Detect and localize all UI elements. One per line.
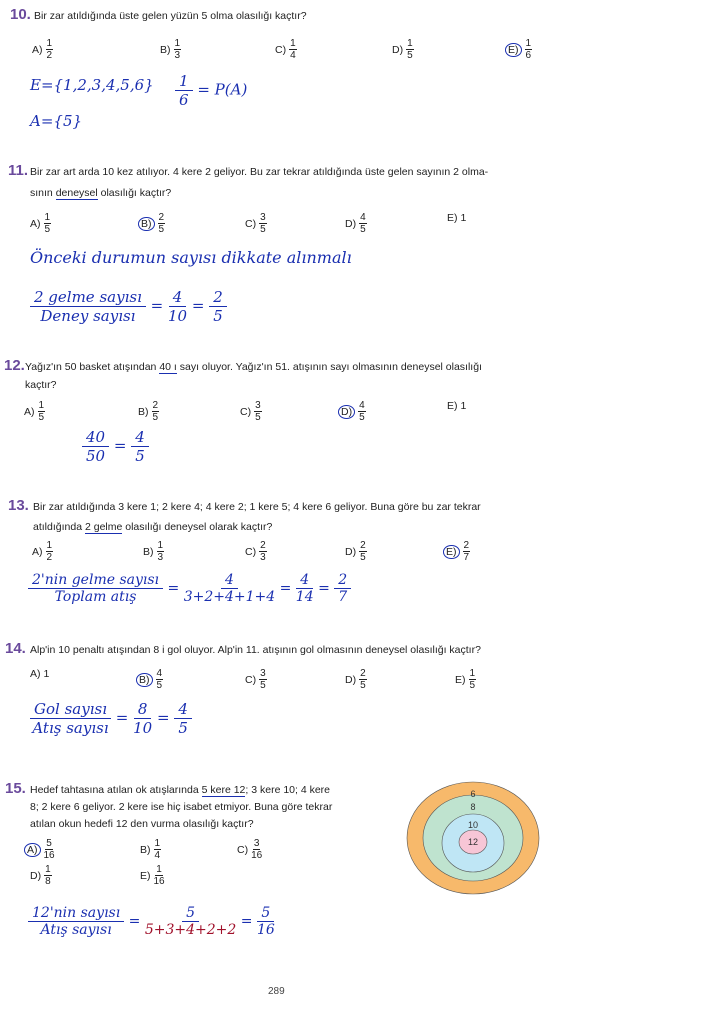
option-d[interactable] <box>30 864 52 887</box>
numerator: 1 <box>156 864 162 875</box>
option-fraction <box>525 38 533 61</box>
denominator: 5 <box>255 412 261 423</box>
hw-sample-space: E={1,2,3,4,5,6} <box>30 76 154 94</box>
denominator: 16 <box>153 876 165 887</box>
hw-q14-calc: Gol sayısı Atış sayısı = $\frac{8}{10}$ = $\frac{4}{5}$ <box>30 700 192 737</box>
option-d[interactable] <box>345 212 367 235</box>
denominator: 5 <box>38 412 45 423</box>
numerator: 3 <box>255 400 261 411</box>
hw-den: 5+3+4+2+2 <box>144 922 237 938</box>
option-fraction <box>174 38 182 61</box>
ring-label-6: 6 <box>470 789 476 799</box>
denominator: 8 <box>45 876 51 887</box>
option-b[interactable] <box>140 838 161 861</box>
hw-num: 4 <box>296 572 313 589</box>
hw-num: 8 <box>134 700 152 719</box>
option-fraction <box>158 212 166 235</box>
question-number-12: 12. <box>4 357 25 374</box>
numerator: 1 <box>44 212 51 223</box>
hw-note: Önceki durumun sayısı dikkate alınmalı <box>30 248 352 267</box>
hw-rhs: = P(A) <box>197 80 248 99</box>
option-label: C) <box>245 545 257 558</box>
option-label: A) <box>32 545 43 558</box>
numerator: 1 <box>154 838 161 849</box>
text: sının <box>30 187 56 199</box>
option-e[interactable] <box>443 540 470 563</box>
option-fraction <box>359 212 367 235</box>
hw-num: 40 <box>82 428 109 447</box>
option-fraction <box>254 400 262 423</box>
option-label: C) <box>237 843 249 856</box>
denominator: 5 <box>156 680 163 691</box>
option-label: B) <box>138 217 155 231</box>
option-c[interactable] <box>245 540 267 563</box>
numerator: 1 <box>290 38 296 49</box>
denominator: 5 <box>407 50 413 61</box>
question-text-13: Bir zar atıldığında 3 kere 1; 2 kere 4; 4 kere 2; 1 kere 5; 4 kere 6 geliyor. Buna göre bu zar tekrar <box>33 501 481 513</box>
option-fraction <box>46 540 54 563</box>
text: olasılığı deneysel olarak kaçtır? <box>122 521 273 533</box>
option-a[interactable] <box>24 838 55 861</box>
question-number-14: 14. <box>5 640 26 657</box>
hw-num: 2 gelme sayısı <box>30 288 146 307</box>
option-label: A) <box>24 405 35 418</box>
option-value: 1 <box>460 400 467 412</box>
underlined-text: 2 gelme <box>84 521 123 533</box>
option-fraction <box>463 540 471 563</box>
text: sayı oluyor. Yağız'ın 51. atışının sayı olmasının deneysel olasılığı <box>176 361 482 373</box>
option-a[interactable] <box>24 400 45 423</box>
hw-den: 6 <box>179 91 189 109</box>
hw-num: 2'nin gelme sayısı <box>28 572 163 589</box>
underlined-text: 5 kere 12 <box>201 784 246 796</box>
hw-num: 12'nin sayısı <box>28 905 124 922</box>
option-label: A) <box>30 217 41 230</box>
option-label: B) <box>143 545 154 558</box>
ring-label-10: 10 <box>467 820 479 830</box>
option-fraction <box>469 668 477 691</box>
denominator: 5 <box>260 680 266 691</box>
option-fraction <box>154 864 165 887</box>
numerator: 1 <box>407 38 413 49</box>
option-label: B) <box>136 673 153 687</box>
numerator: 2 <box>463 540 470 551</box>
numerator: 1 <box>38 400 45 411</box>
numerator: 3 <box>260 212 266 223</box>
option-e[interactable] <box>447 212 466 224</box>
numerator: 4 <box>359 400 365 411</box>
option-b[interactable] <box>160 38 181 61</box>
option-label: A) <box>30 668 41 680</box>
numerator: 1 <box>525 38 532 49</box>
question-text-10: Bir zar atıldığında üste gelen yüzün 5 olma olasılığı kaçtır? <box>34 10 307 22</box>
option-label: E) <box>447 400 458 412</box>
hw-q15-calc: 12'nin sayısı Atış sayısı = $\frac{5}{5+3+4+2+2}$ = $\frac{5}{16}$ <box>28 905 275 938</box>
option-b[interactable] <box>138 212 165 235</box>
option-fraction <box>157 540 165 563</box>
hw-q11-calc: 2 gelme sayısı Deney sayısı = $\frac{4}{10}$ = $\frac{2}{5}$ <box>30 288 227 325</box>
option-a[interactable] <box>32 540 53 563</box>
hw-num: Gol sayısı <box>30 700 111 719</box>
denominator: 5 <box>158 224 165 235</box>
option-c[interactable] <box>275 38 297 61</box>
option-label: E) <box>455 673 466 686</box>
question-number-15: 15. <box>5 780 26 797</box>
option-a[interactable] <box>30 668 49 680</box>
option-fraction <box>259 668 267 691</box>
hw-num: 2 <box>334 572 351 589</box>
denominator: 5 <box>469 680 476 691</box>
question-text-11-line2 <box>30 183 171 203</box>
hw-den: 16 <box>256 922 275 938</box>
hw-event: A={5} <box>30 112 83 130</box>
numerator: 1 <box>157 540 164 551</box>
option-fraction <box>358 400 366 423</box>
text: Yağız'ın 50 basket atışından <box>25 361 160 373</box>
hw-den: Atış sayısı <box>32 719 109 737</box>
text: olasılığı kaçtır? <box>97 187 172 199</box>
hw-num: 4 <box>221 572 238 589</box>
hw-num: 4 <box>169 288 187 307</box>
option-label: D) <box>345 673 357 686</box>
question-text-14: Alp'in 10 penaltı atışından 8 i gol oluyor. Alp'in 11. atışının gol olmasının deneysel olasılığı kaçtır? <box>30 644 481 656</box>
option-fraction <box>44 864 52 887</box>
option-a[interactable] <box>30 212 51 235</box>
option-fraction <box>156 668 164 691</box>
option-fraction <box>152 400 160 423</box>
denominator: 5 <box>360 224 366 235</box>
hw-den: 5 <box>135 447 145 465</box>
ring-label-12: 12 <box>467 837 479 847</box>
option-b[interactable] <box>143 540 164 563</box>
option-c[interactable] <box>245 668 267 691</box>
option-label: E) <box>447 212 458 224</box>
ring-label-8: 8 <box>470 802 476 812</box>
numerator: 2 <box>360 668 366 679</box>
option-label: E) <box>443 545 460 559</box>
denominator: 2 <box>46 50 53 61</box>
option-label: C) <box>245 217 257 230</box>
numerator: 2 <box>360 540 366 551</box>
option-fraction <box>46 38 54 61</box>
hw-den: 5 <box>178 719 188 737</box>
hw-q13-calc: 2'nin gelme sayısı Toplam atış = $\frac{4}{3+2+4+1+4}$ = $\frac{4}{14}$ = $\frac{2}{7}$ <box>28 572 351 605</box>
option-e[interactable] <box>447 400 466 412</box>
hw-num: 1 <box>175 72 193 91</box>
numerator: 2 <box>158 212 165 223</box>
denominator: 16 <box>43 850 55 861</box>
option-c[interactable] <box>237 838 262 861</box>
denominator: 5 <box>359 412 365 423</box>
option-label: D) <box>345 545 357 558</box>
hw-num: 4 <box>131 428 149 447</box>
text: atıldığında <box>33 521 85 533</box>
option-e[interactable] <box>505 38 532 61</box>
numerator: 1 <box>46 540 53 551</box>
option-fraction <box>154 838 162 861</box>
option-e[interactable] <box>140 864 165 887</box>
option-fraction <box>359 668 367 691</box>
option-label: C) <box>275 43 287 56</box>
underlined-text: deneysel <box>55 187 98 199</box>
option-value: 1 <box>43 668 50 680</box>
option-b[interactable] <box>138 400 159 423</box>
hw-den: 7 <box>338 589 348 605</box>
question-text-12 <box>25 357 482 377</box>
denominator: 2 <box>46 552 53 563</box>
numerator: 2 <box>260 540 266 551</box>
option-d[interactable] <box>345 540 367 563</box>
question-number-10: 10. <box>10 6 31 23</box>
option-d[interactable] <box>338 400 366 423</box>
hw-num: 4 <box>174 700 192 719</box>
underlined-text: 40 ı <box>159 361 177 373</box>
option-fraction <box>289 38 297 61</box>
text: ; 3 kere 10; 4 kere <box>245 784 331 796</box>
option-a[interactable] <box>32 38 53 61</box>
hw-q12-calc: $\frac{40}{50}$ = $\frac{4}{5}$ <box>82 428 149 465</box>
hw-den: Deney sayısı <box>40 307 136 325</box>
numerator: 1 <box>469 668 476 679</box>
option-label: C) <box>240 405 252 418</box>
hw-num: 2 <box>209 288 227 307</box>
hw-num: 5 <box>257 905 274 922</box>
denominator: 5 <box>260 224 266 235</box>
question-text-12-line2: kaçtır? <box>25 379 57 391</box>
denominator: 3 <box>157 552 164 563</box>
denominator: 3 <box>260 552 266 563</box>
text: Hedef tahtasına atılan ok atışlarında <box>30 784 202 796</box>
option-label: D) <box>338 405 355 419</box>
option-label: E) <box>505 43 522 57</box>
hw-den: 10 <box>167 307 188 325</box>
numerator: 3 <box>260 668 266 679</box>
option-fraction <box>44 838 55 861</box>
option-fraction <box>406 38 414 61</box>
option-label: D) <box>392 43 404 56</box>
option-fraction <box>44 212 52 235</box>
question-number-11: 11. <box>8 162 29 179</box>
question-text-15-line2: 8; 2 kere 6 geliyor. 2 kere ise hiç isabet etmiyor. Buna göre tekrar <box>30 801 333 813</box>
denominator: 5 <box>360 680 366 691</box>
target-board <box>405 780 541 896</box>
denominator: 16 <box>251 850 263 861</box>
denominator: 3 <box>174 50 181 61</box>
option-b[interactable] <box>136 668 163 691</box>
option-fraction <box>251 838 262 861</box>
option-label: B) <box>138 405 149 418</box>
hw-den: Atış sayısı <box>40 922 112 938</box>
numerator: 4 <box>360 212 366 223</box>
option-label: B) <box>140 843 151 856</box>
numerator: 5 <box>46 838 52 849</box>
denominator: 5 <box>152 412 159 423</box>
option-c[interactable] <box>240 400 262 423</box>
option-value: 1 <box>460 212 467 224</box>
option-label: B) <box>160 43 171 56</box>
hw-den: 50 <box>86 447 106 465</box>
hw-den: 5 <box>213 307 223 325</box>
hw-den: 10 <box>133 719 153 737</box>
hw-num: 5 <box>182 905 199 922</box>
option-d[interactable] <box>345 668 367 691</box>
question-text-11: Bir zar art arda 10 kez atılıyor. 4 kere 2 geliyor. Bu zar tekrar atıldığında üste gelen sayının 2 olma- <box>30 166 489 178</box>
option-d[interactable] <box>392 38 414 61</box>
numerator: 1 <box>174 38 181 49</box>
option-label: C) <box>245 673 257 686</box>
option-label: A) <box>24 843 41 857</box>
question-text-13-line2 <box>33 517 272 537</box>
hw-den: 3+2+4+1+4 <box>183 589 276 605</box>
numerator: 1 <box>46 38 53 49</box>
numerator: 1 <box>45 864 51 875</box>
option-label: D) <box>345 217 357 230</box>
option-fraction <box>259 540 267 563</box>
denominator: 5 <box>360 552 366 563</box>
option-label: D) <box>30 869 42 882</box>
option-label: A) <box>32 43 43 56</box>
numerator: 3 <box>253 838 260 849</box>
hw-den: Toplam atış <box>54 589 137 605</box>
numerator: 2 <box>152 400 159 411</box>
option-fraction <box>38 400 46 423</box>
question-number-13: 13. <box>8 497 29 514</box>
option-fraction <box>259 212 267 235</box>
denominator: 4 <box>290 50 296 61</box>
page-number: 289 <box>268 986 285 997</box>
option-e[interactable] <box>455 668 476 691</box>
denominator: 4 <box>154 850 161 861</box>
denominator: 7 <box>463 552 470 563</box>
option-c[interactable] <box>245 212 267 235</box>
hw-q10-result <box>175 72 247 109</box>
hw-den: 14 <box>295 589 314 605</box>
option-label: E) <box>140 869 151 882</box>
option-fraction <box>359 540 367 563</box>
denominator: 6 <box>525 50 532 61</box>
question-text-15-line3: atılan okun hedefi 12 den vurma olasılığı kaçtır? <box>30 818 254 830</box>
denominator: 5 <box>44 224 51 235</box>
numerator: 4 <box>156 668 163 679</box>
